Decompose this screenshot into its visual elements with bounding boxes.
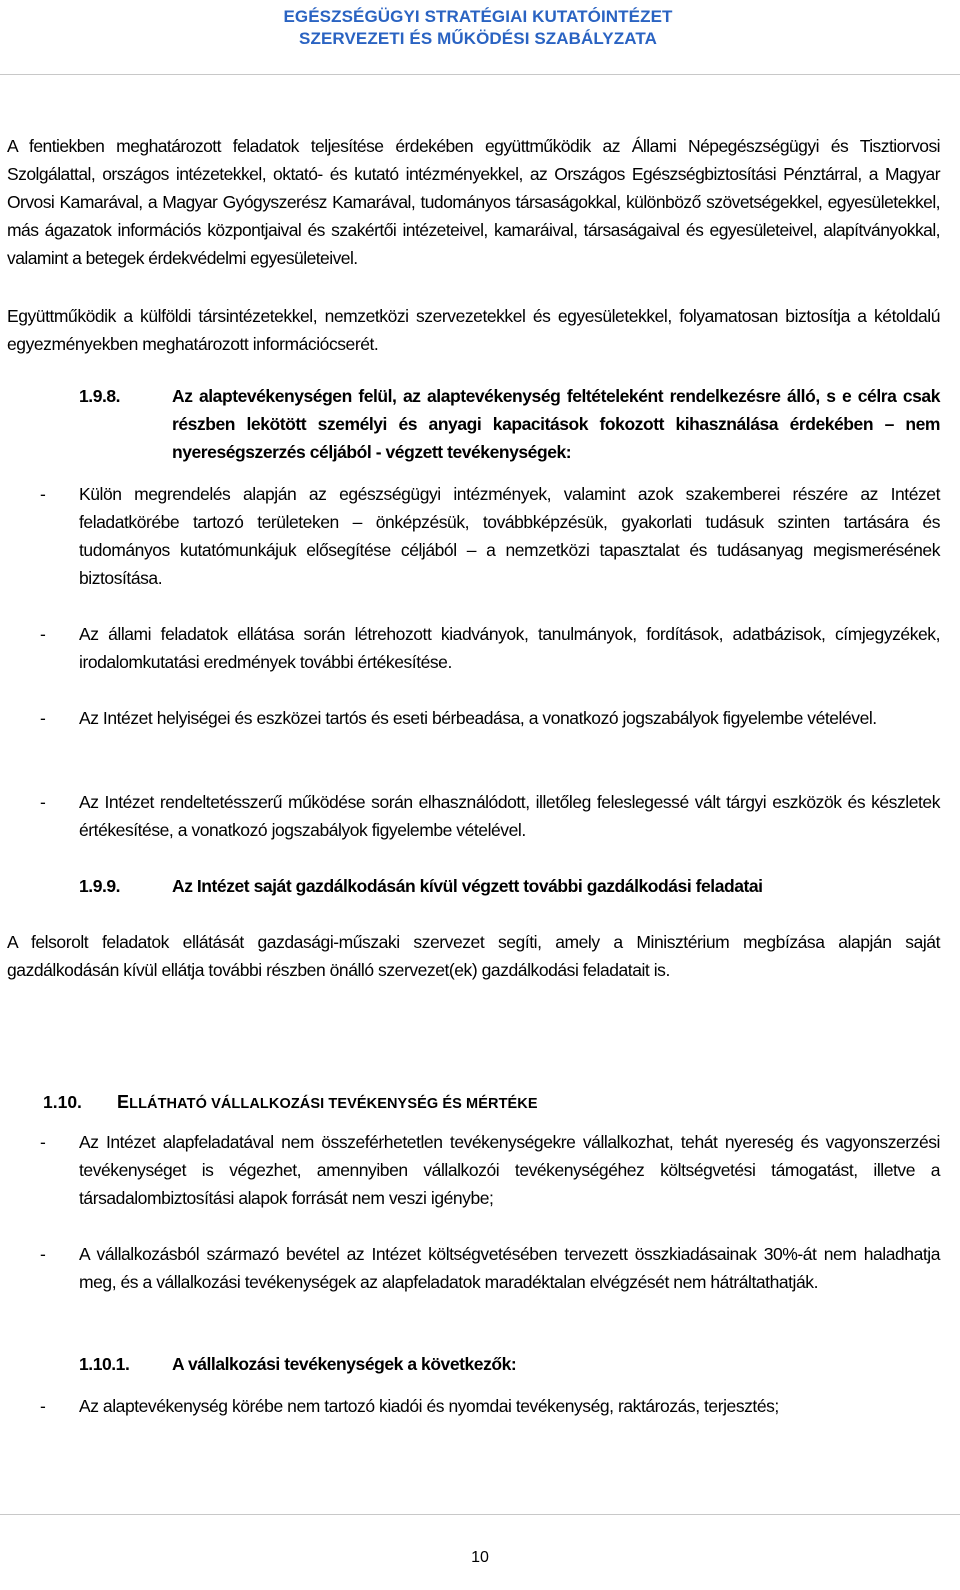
list-item-text: Az Intézet helyiségei és eszközei tartós és eseti bérbeadása, a vonatkozó jogszabályok figyelembe vételével. <box>79 708 877 728</box>
section-number: 1.9.8. <box>79 386 121 406</box>
section-heading: Az Intézet saját gazdálkodásán kívül végzett további gazdálkodási feladatai <box>172 876 763 896</box>
bullet-dash: - <box>40 1396 46 1416</box>
section-number: 1.10.1. <box>79 1354 130 1374</box>
list-item-text: Az állami feladatok ellátása során létrehozott kiadványok, tanulmányok, fordítások, adatbázisok, címjegyzékek, irodalomkutatási eredmények további értékesítése. <box>79 624 940 672</box>
list-item-text: Az Intézet rendeltetésszerű működése során elhasználódott, illetőleg feleslegessé vált tárgyi eszközök és készletek értékesítése, a vonatkozó jogszabályok figyelembe vételével. <box>79 792 940 840</box>
header-institute-name: EGÉSZSÉGÜGYI STRATÉGIAI KUTATÓINTÉZET <box>283 7 673 26</box>
bullet-dash: - <box>40 624 46 644</box>
section-heading: A vállalkozási tevékenységek a következők: <box>172 1354 517 1374</box>
section-title-initial: E <box>117 1092 130 1112</box>
list-item-text: Külön megrendelés alapján az egészségügyi intézmények, valamint azok szakemberei részére az Intézet feladatkörébe tartozó területeken – önképzésük, továbbképzésük, gyakorlati tudásuk szinten tartására és tudományos kutatómunkájuk elősegítése céljából – a nemzetközi tapasztalat és tudásanyag megismerésének biztosítása. <box>79 484 940 588</box>
bullet-dash: - <box>40 1132 46 1152</box>
section-heading: Az alaptevékenységen felül, az alaptevékenység feltételeként rendelkezésre álló, s e célra csak részben lekötött személyi és anyagi kapacitások fokozott kihasználása érdekében – nem nyereségszerzés céljából - végzett tevékenységek: <box>172 386 940 462</box>
header-document-title: SZERVEZETI ÉS MŰKÖDÉSI SZABÁLYZATA <box>299 29 657 48</box>
bullet-dash: - <box>40 1244 46 1264</box>
section-number: 1.9.9. <box>79 876 121 896</box>
paragraph-cooperation-foreign: Együttműködik a külföldi társintézetekkel, nemzetközi szervezetekkel és egyesületekkel, folyamatosan biztosítja a kétoldalú egyezményekben meghatározott információcserét. <box>7 306 940 354</box>
bullet-dash: - <box>40 708 46 728</box>
paragraph-economic-organisation: A felsorolt feladatok ellátását gazdasági-műszaki szervezet segíti, amely a Minisztérium megbízása alapján saját gazdálkodásán kívül ellátja további részben önálló szervezet(ek) gazdálkodási feladatait is. <box>7 932 940 980</box>
page-header <box>0 0 960 75</box>
section-title <box>117 1088 538 1118</box>
paragraph-cooperation-domestic: A fentiekben meghatározott feladatok teljesítése érdekében együttműködik az Állami Népegészségügyi és Tisztiorvosi Szolgálattal, országos intézetekkel, oktató- és kutató intézményekkel, az Országos Egészségbiztosítási Pénztárral, a Magyar Orvosi Kamarával, a Magyar Gyógyszerész Kamarával, tudományos társaságokkal, különböző szövetségekkel, egyesületekkel, más ágazatok információs központjaival és szakértői intézeteivel, kamaráival, társaságaival és egyesületeivel, alapítványokkal, valamint a betegek érdekvédelmi egyesületeivel. <box>7 136 940 268</box>
bullet-dash: - <box>40 792 46 812</box>
list-item-text: Az alaptevékenység körébe nem tartozó kiadói és nyomdai tevékenység, raktározás, terjesztés; <box>79 1396 779 1416</box>
footer-divider <box>0 1514 960 1515</box>
list-item-text: A vállalkozásból származó bevétel az Intézet költségvetésében tervezett összkiadásainak 30%-át nem haladhatja meg, és a vállalkozási tevékenységek az alapfeladatok maradéktalan elvégzését nem hátráltathatják. <box>79 1244 940 1292</box>
bullet-dash: - <box>40 484 46 504</box>
section-number: 1.10. <box>43 1092 82 1112</box>
list-item-text: Az Intézet alapfeladatával nem összeférhetetlen tevékenységekre vállalkozhat, tehát nyereség és vagyonszerzési tevékenységet is végezhet, amennyiben vállalkozói tevékenységéhez költségvetési támogatást, illetve a társadalombiztosítási alapok forrását nem veszi igénybe; <box>79 1132 940 1208</box>
section-title-rest: LLÁTHATÓ VÁLLALKOZÁSI TEVÉKENYSÉG ÉS MÉRTÉKE <box>129 1096 538 1112</box>
page-number: 10 <box>471 1549 489 1566</box>
